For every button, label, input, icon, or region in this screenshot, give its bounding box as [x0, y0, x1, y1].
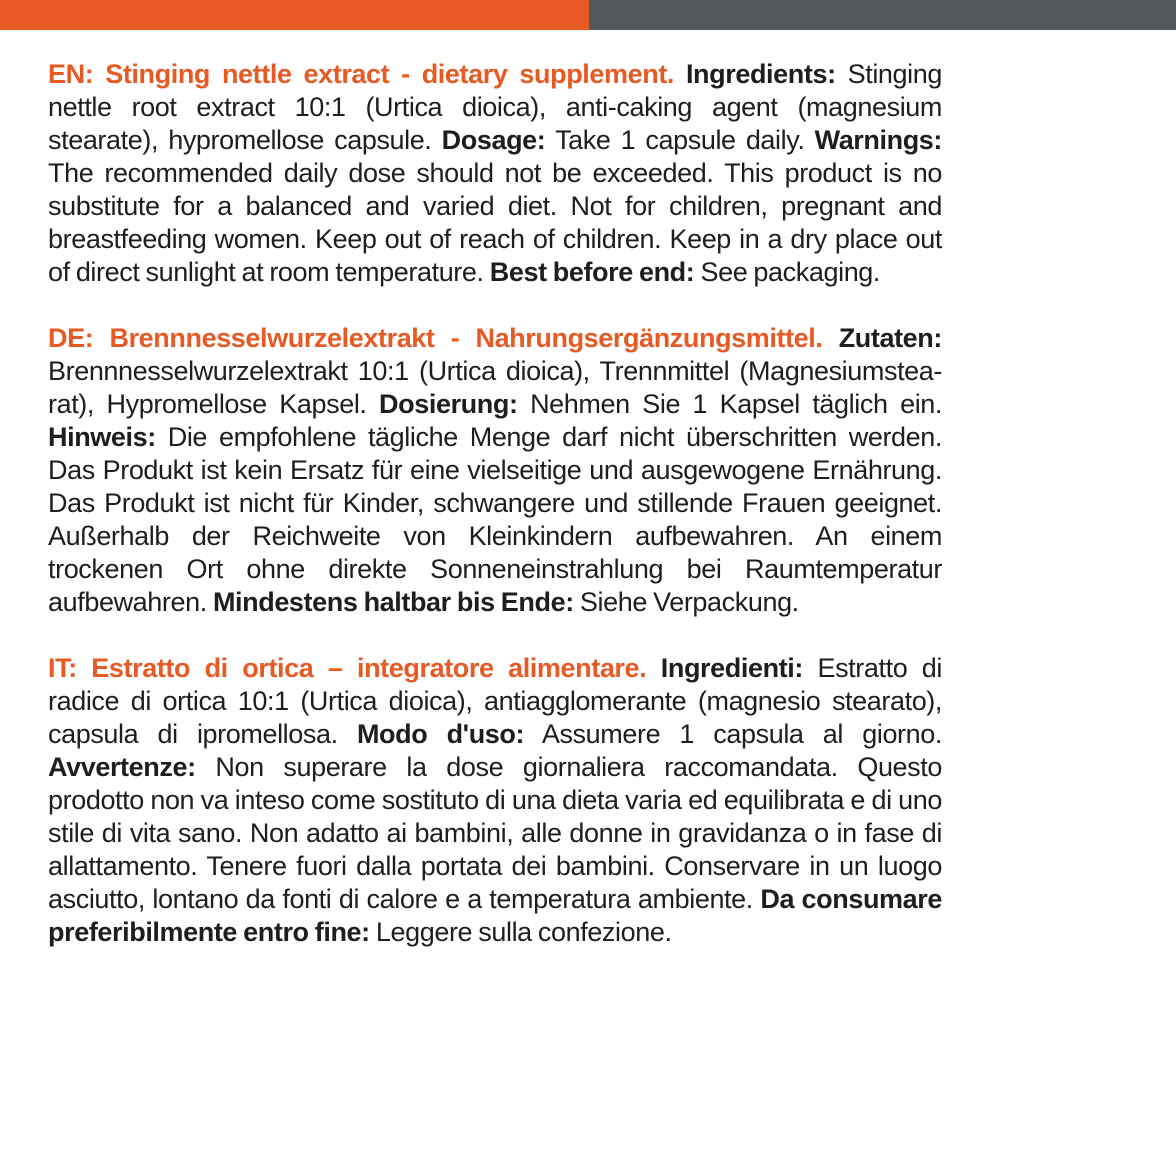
section-it	[48, 652, 942, 949]
it-best-before-label: Da consumare preferibilmente entro fine:	[48, 884, 942, 947]
it-best-before-text: Leggere sulla confezione.	[375, 917, 672, 947]
en-best-before-text: See packaging.	[700, 257, 881, 287]
top-bar-orange-segment	[0, 0, 589, 30]
de-ingredients-label: Zutaten:	[838, 323, 942, 353]
de-warnings-text: Die empfohlene tägliche Menge darf nicht überschritten werden. Das Produkt ist kein Ersatz für eine vielseitige und ausgewogene Ernährung. Das Produkt ist nicht für Kinder, schwangere und stillende Frauen geeignet. Außerhalb der Reichweite von Kleinkindern aufbewahren. An einem trockenen Ort ohne direkte Sonneneinstrahlung bei Raumtemperatur aufbewahren.	[48, 422, 942, 617]
top-bar-gray-segment	[589, 0, 1176, 30]
it-dosage-label: Modo d'uso:	[356, 719, 525, 749]
section-de	[48, 322, 942, 619]
de-best-before-text: Siehe Verpackung.	[579, 587, 799, 617]
it-warnings-label: Avvertenze:	[48, 752, 196, 782]
section-de-heading: DE: Brennnesselwurzelextrakt - Nahrungsergänzungsmittel.	[48, 323, 823, 353]
de-ingredients-text: Brennnesselwurzelextrakt 10:1 (Urtica dioica), Trennmittel (Magnesiumstea-rat), Hypromellose Kapsel.	[48, 356, 942, 419]
en-warnings-text: The recommended daily dose should not be exceeded. This product is no substitute for a balanced and varied diet. Not for children, pregnant and breastfeeding women. Keep out of reach of children. Keep in a dry place out of direct sunlight at room temperature.	[48, 158, 942, 287]
it-ingredients-text: Estratto di radice di ortica 10:1 (Urtica dioica), antiagglomerante (magnesio stearato), capsula di ipromellosa.	[48, 653, 943, 749]
en-warnings-label: Warnings:	[814, 125, 943, 155]
en-ingredients-label: Ingredients:	[685, 59, 836, 89]
label-text-content	[48, 58, 942, 982]
it-warnings-text: Non superare la dose giornaliera raccomandata. Questo prodotto non va inteso come sostituto di una dieta varia ed equilibrata e di uno stile di vita sano. Non adatto ai bambini, alle donne in gravidanza o in fase di allattamento. Tenere fuori dalla portata dei bambini. Conservare in un luogo asciutto, lontano da fonti di calore e a temperatura ambiente.	[48, 752, 942, 914]
section-en	[48, 58, 942, 289]
section-it-heading: IT: Estratto di ortica – integratore alimentare.	[48, 653, 647, 683]
de-dosage-text: Nehmen Sie 1 Kapsel täglich ein.	[530, 389, 943, 419]
it-ingredients-label: Ingredienti:	[660, 653, 803, 683]
section-en-heading: EN: Stinging nettle extract - dietary supplement.	[48, 59, 675, 89]
de-best-before-label: Mindestens haltbar bis Ende:	[212, 587, 574, 617]
en-best-before-label: Best before end:	[489, 257, 695, 287]
en-ingredients-text: Stinging nettle root extract 10:1 (Urtica dioica), anti-caking agent (magnesium stearate), hypromellose capsule.	[48, 59, 942, 155]
de-warnings-label: Hinweis:	[48, 422, 156, 452]
top-color-bar	[0, 0, 1176, 30]
de-dosage-label: Dosierung:	[379, 389, 518, 419]
it-dosage-text: Assumere 1 capsula al giorno.	[541, 719, 942, 749]
en-dosage-text: Take 1 capsule daily.	[555, 125, 805, 155]
en-dosage-label: Dosage:	[441, 125, 546, 155]
